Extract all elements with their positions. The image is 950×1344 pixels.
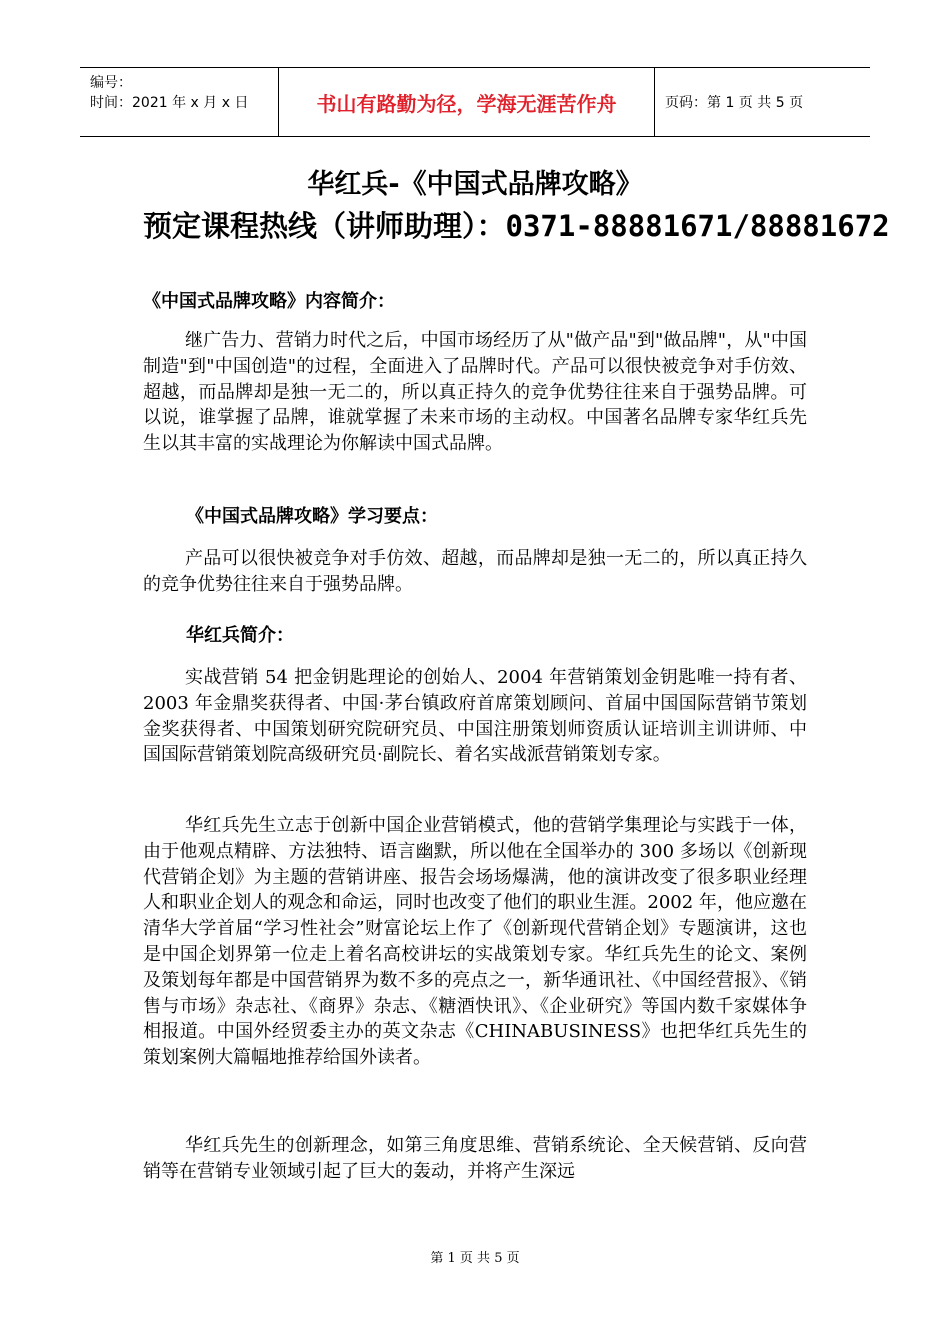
points-paragraph: 产品可以很快被竞争对手仿效、超越，而品牌却是独一无二的，所以真正持久的竞争优势往往来自于强势品牌。: [143, 548, 807, 595]
header-motto: 书山有路勤为径，学海无涯苦作舟: [279, 68, 655, 136]
bio-paragraph-1: 实战营销 54 把金钥匙理论的创始人、2004 年营销策划金钥匙唯一持有者、2003 年金鼎奖获得者、中国·茅台镇政府首席策划顾问、首届中国国际营销节策划金奖获得者、中国策划研究院研究员、中国注册策划师资质认证培训主训讲师、中国国际营销策划院高级研究员·副院长、着名实战派营销策划专家。: [143, 667, 807, 766]
intro-heading: 《中国式品牌攻略》内容简介：: [143, 291, 395, 312]
header-meta: [80, 68, 279, 136]
bio-paragraph-2: 华红兵先生立志于创新中国企业营销模式，他的营销学集理论与实践于一体，由于他观点精辟、方法独特、语言幽默，所以他在全国举办的 300 多场以《创新现代营销企划》为主题的营销讲座、报告会场场爆满，他的演讲改变了很多职业经理人和职业企划人的观念和命运，同时也改变了他们的职业生涯。2002 年，他应邀在清华大学首届“学习性社会”财富论坛上作了《创新现代营销企划》专题演讲，这也是中国企划界第一位走上着名高校讲坛的实战策划专家。华红兵先生的论文、案例及策划每年都是中国营销界为数不多的亮点之一，新华通讯社、《中国经营报》、《销售与市场》杂志社、《商界》杂志、《糖酒快讯》、《企业研究》等国内数千家媒体争相报道。中国外经贸委主办的英文杂志《CHINABUSINESS》也把华红兵先生的策划案例大篇幅地推荐给国外读者。: [143, 815, 807, 1069]
bio-heading: 华红兵简介：: [186, 625, 294, 646]
document-number-label: 编号：: [90, 75, 132, 91]
page-footer: 第 1 页 共 5 页: [430, 1251, 520, 1266]
course-hotline: 预定课程热线（讲师助理）：0371-88881671/88881672: [143, 209, 890, 243]
document-title: 华红兵-《中国式品牌攻略》: [307, 169, 643, 200]
header-page-info: 页码：第 1 页 共 5 页: [665, 95, 804, 111]
page-header: [80, 67, 870, 137]
intro-paragraph: 继广告力、营销力时代之后，中国市场经历了从"做产品"到"做品牌"，从"中国制造"到"中国创造"的过程，全面进入了品牌时代。产品可以很快被竞争对手仿效、超越，而品牌却是独一无二的，所以真正持久的竞争优势往往来自于强势品牌。可以说，谁掌握了品牌，谁就掌握了未来市场的主动权。中国著名品牌专家华红兵先生以其丰富的实战理论为你解读中国式品牌。: [143, 330, 807, 455]
points-heading: 《中国式品牌攻略》学习要点：: [186, 506, 438, 527]
document-date: 时间：2021 年 x 月 x 日: [90, 95, 249, 111]
bio-paragraph-3: 华红兵先生的创新理念，如第三角度思维、营销系统论、全天候营销、反向营销等在营销专业领域引起了巨大的轰动，并将产生深远: [143, 1135, 807, 1182]
